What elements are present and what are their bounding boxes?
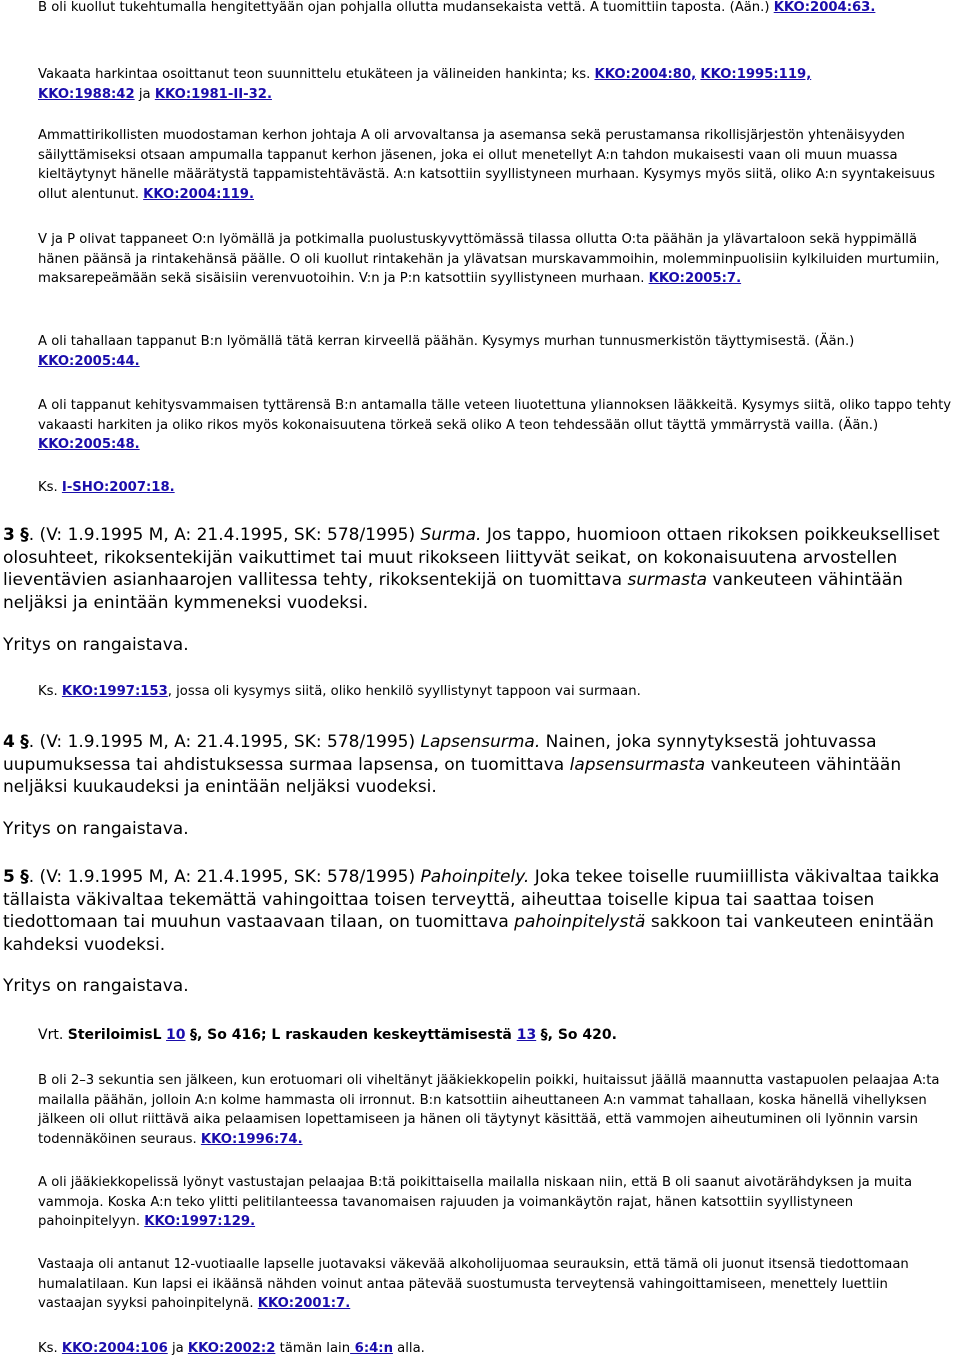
paragraph-text: , So 420. [547, 1027, 617, 1043]
compare-reference-paragraph [38, 1026, 954, 1046]
case-link[interactable]: KKO:2001:7. [257, 1296, 351, 1311]
section-link[interactable]: 13 [516, 1027, 537, 1043]
paragraph-text: Ks. [38, 684, 62, 699]
section-symbol: § [189, 1027, 197, 1043]
paragraph-text: , So 416; L raskauden keskeyttämisestä [196, 1027, 517, 1043]
case-link[interactable]: KKO:2005:48. [38, 437, 140, 452]
see-also-paragraph [38, 478, 954, 498]
emphasis-term: pahoinpitelystä [514, 912, 646, 933]
case-link[interactable]: I-SHO:2007:18. [61, 480, 175, 495]
emphasis-term: surmasta [627, 570, 708, 591]
case-summary-paragraph [38, 396, 954, 455]
paragraph-text: B oli 2–3 sekuntia sen jälkeen, kun erotuomari oli viheltänyt jääkiekkopelin poikki, huitaissut jäällä maannutta vastapuolen pelaajaa A:ta mailalla päähän, jolloin A:n kolme hammasta oli irronnut. B:n katsottiin aiheuttaneen A:n vammat tahallaan, koska hänellä vihellyksen jälkeen oli ollut riittävä aika pelaamisen lopettamiseen ja hänen oli täytynyt käsittää, että vammojen aiheutuminen oli lyönnin varsin todennäköinen seuraus. [38, 1073, 940, 1147]
see-also-paragraph [38, 682, 954, 702]
case-link[interactable]: KKO:2002:2 [187, 1341, 276, 1356]
case-summary-paragraph [38, 1071, 954, 1149]
paragraph-text: A oli jääkiekkopelissä lyönyt vastustajan pelaajaa B:tä poikittaisella mailalla niskaan niin, että B oli saanut aivotärähdyksen ja muita vammoja. Koska A:n teko ylitti pelitilanteessa tavanomaisen rajuuden ja voimankäytön rajat, hänen katsottiin syyllistyneen pahoinpitelyyn. [38, 1175, 913, 1229]
section-symbol: § [20, 525, 29, 545]
emphasis-term: lapsensurmasta [569, 754, 706, 775]
case-link[interactable]: KKO:2005:7. [648, 271, 742, 286]
paragraph-text: ja [167, 1341, 188, 1356]
law-name: SteriloimisL [67, 1027, 162, 1043]
section-link[interactable]: 6:4:n [350, 1341, 393, 1356]
section-text: Nainen, joka synnytyksestä johtuvassa uupumuksessa tai ahdistuksessa surmaa lapsensa, on tuomittava [3, 732, 877, 775]
paragraph-text: alla. [392, 1341, 425, 1356]
section-meta: . (V: 1.9.1995 M, A: 21.4.1995, SK: 578/1995) [28, 732, 421, 752]
paragraph-text: Ammattirikollisten muodostaman kerhon johtaja A oli arvovaltansa ja asemansa sekä perustamansa rikollisjärjestön yhtenäisyyden säilyttämiseksi otsaan ampumalla tappanut kerhon jäsenen, joka ei ollut menetellyt A:n tahdon mukaisesti vaan oli muun muassa kieltäytynyt hänelle määrätystä tappamistehtävästä. A:n katsottiin syyllistyneen murhaan. Kysymys myös siitä, oliko A:n syyntakeisuus ollut alentunut. [38, 128, 936, 202]
paragraph-text: Vastaaja oli antanut 12-vuotiaalle lapselle juotavaksi väkevää alkoholijuomaa seurauksin, että tämä oli juonut itsensä tiedottomaan humalatilaan. Kun lapsi ei ikäänsä nähden voinut antaa pätevää suostumusta terveytensä vahingoittamiseen, menettely luettiin vastaajan syyksi pahoinpitelynä. [38, 1257, 909, 1311]
paragraph-text: ja [134, 86, 155, 102]
case-link[interactable]: KKO:2004:119. [143, 186, 254, 202]
paragraph-text: tämän lain [275, 1341, 351, 1356]
section-title: Surma. [420, 525, 482, 545]
section-meta: . (V: 1.9.1995 M, A: 21.4.1995, SK: 578/1995) [28, 525, 421, 545]
section-text: sakkoon tai vankeuteen enintään kahdeksi vuodeksi. [3, 912, 934, 955]
paragraph-text: , jossa oli kysymys siitä, oliko henkilö syyllistynyt tappoon vai surmaan. [167, 684, 641, 699]
case-link[interactable]: KKO:1981-II-32. [154, 86, 272, 102]
section-meta: . (V: 1.9.1995 M, A: 21.4.1995, SK: 578/1995) [28, 867, 421, 887]
paragraph-text: V ja P olivat tappaneet O:n lyömällä ja potkimalla puolustuskyvyttömässä tilassa ollutta O:ta päähän ja ylävartaloon sekä hyppimällä hänen päänsä ja rintakehänsä päälle. O oli kuollut rintakehän ja ylävatsan murskavammoihin, molemminpuolisiin kylkiluiden murtumiin, maksarepeämään sekä sisäisiin verenvuotoihin. V:n ja P:n katsottiin syyllistyneen murhaan. [38, 232, 940, 286]
section-number: 3 [3, 525, 15, 545]
attempt-punishable-text: Yritys on rangaistava. [3, 635, 189, 655]
case-link[interactable]: KKO:1997:129. [144, 1214, 256, 1229]
see-also-paragraph [38, 1339, 954, 1359]
section-text: Joka tekee toiselle ruumiillista väkivaltaa taikka tällaista väkivaltaa tekemättä vahingoittaa toisen terveyttä, aiheuttaa toiselle kipua tai saattaa toisen tiedottomaan tai muuhun vastaavaan tilaan, on tuomittava [3, 867, 940, 933]
paragraph-text: B oli kuollut tukehtumalla hengitettyään ojan pohjalla ollutta mudansekaista vettä. A tuomittiin taposta. (Ään.) [38, 0, 774, 15]
case-link[interactable]: KKO:2004:106 [61, 1341, 168, 1356]
case-summary-paragraph [38, 332, 954, 371]
section-number: 4 [3, 732, 15, 752]
case-link[interactable]: KKO:1997:153 [61, 684, 168, 699]
case-summary-paragraph [38, 1173, 954, 1232]
section-text: vankeuteen vähintään neljäksi kuukaudeksi ja enintään neljäksi vuodeksi. [3, 754, 902, 798]
paragraph-text: A oli tappanut kehitysvammaisen tyttärensä B:n antamalla tälle veteen liuotettuna yliannoksen lääkkeitä. Kysymys siitä, oliko tappo tehty vakaasti harkiten ja oliko rikos myös kokonaisuutena törkeä sekä oliko A teon tehdessään ollut täyttä ymmärrystä vailla. (Ään.) [38, 398, 952, 433]
case-link[interactable]: KKO:1996:74. [200, 1131, 303, 1147]
section-text: vankeuteen vähintään neljäksi ja enintään kymmeneksi vuodeksi. [3, 570, 903, 613]
paragraph-text: Vakaata harkintaa osoittanut teon suunnittelu etukäteen ja välineiden hankinta; ks. [38, 67, 595, 82]
case-link[interactable]: KKO:2004:63. [773, 0, 876, 15]
section-5-paragraph [3, 866, 958, 956]
case-link[interactable]: KKO:2005:44. [38, 353, 140, 369]
case-summary-paragraph [38, 65, 954, 104]
paragraph-text: Ks. [38, 1341, 62, 1356]
paragraph-text: Ks. [38, 480, 62, 495]
case-summary-paragraph [38, 126, 954, 204]
case-link[interactable]: KKO:2004:80, [594, 67, 697, 82]
paragraph-text: Vrt. [38, 1027, 68, 1043]
attempt-punishable-text: Yritys on rangaistava. [3, 976, 189, 996]
section-symbol: § [540, 1027, 548, 1043]
case-summary-paragraph [38, 1255, 954, 1314]
section-symbol: § [20, 732, 29, 752]
case-link[interactable]: KKO:1995:119, [700, 67, 812, 82]
section-number: 5 [3, 867, 15, 887]
case-summary-paragraph [38, 0, 954, 18]
section-text: Jos tappo, huomioon ottaen rikoksen poikkeukselliset olosuhteet, rikoksentekijän vaikuttimet tai muut rikokseen liittyvät seikat, on kokonaisuutena arvostellen lieventävien asianhaarojen vallitessa tehty, rikoksentekijä on tuomittava [3, 525, 940, 591]
section-title: Lapsensurma. [420, 732, 541, 752]
section-symbol: § [20, 867, 29, 887]
section-link[interactable]: 10 [166, 1027, 186, 1043]
section-3-paragraph [3, 524, 958, 614]
section-4-paragraph [3, 731, 958, 799]
section-title: Pahoinpitely. [420, 867, 530, 887]
case-summary-paragraph [38, 230, 954, 289]
case-link[interactable]: KKO:1988:42 [38, 86, 135, 102]
paragraph-text: A oli tahallaan tappanut B:n lyömällä tätä kerran kirveellä päähän. Kysymys murhan tunnusmerkistön täyttymisestä. (Ään.) [38, 334, 855, 349]
attempt-punishable-text: Yritys on rangaistava. [3, 819, 189, 839]
